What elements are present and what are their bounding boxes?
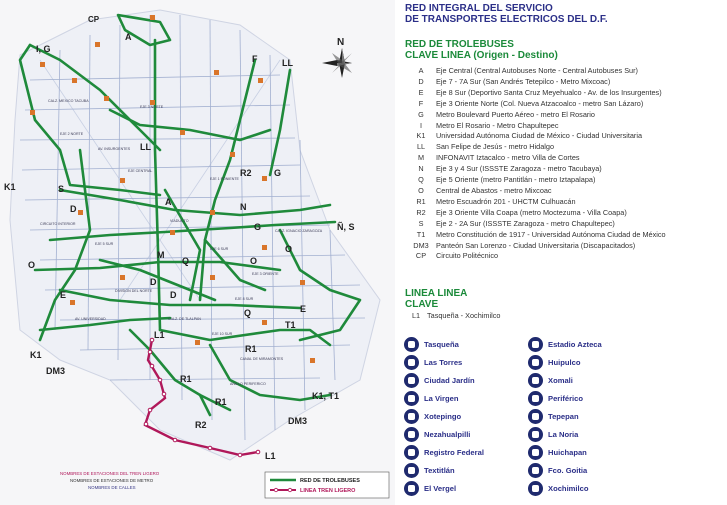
route-destination: Metro Constitución de 1917 - Universidad Autónoma Ciudad de México — [436, 229, 666, 239]
station-name: Xomali — [548, 376, 573, 385]
station-registro-federal — [404, 445, 484, 460]
route-destination: Eje 3 Oriente Norte (Col. Nueva Atzacoalco - metro San Lázaro) — [436, 98, 644, 108]
xotepingo-icon — [404, 409, 419, 424]
station-xotepingo — [404, 409, 461, 424]
street-label: CALZ. DE TLALPAN — [168, 317, 201, 321]
route-tag: L1 — [154, 330, 165, 340]
route-row — [406, 230, 726, 241]
tepepan-icon — [528, 409, 543, 424]
route-destination: Central de Abastos - metro Mixcoac — [436, 185, 552, 195]
route-row — [406, 208, 726, 219]
light-rail-route — [405, 311, 500, 322]
panel-title-line1: RED INTEGRAL DEL SERVICIO — [405, 3, 553, 14]
route-row — [406, 66, 726, 77]
route-code: LL — [416, 142, 426, 152]
route-destination: Metro El Rosario - Metro Chapultepec — [436, 120, 559, 130]
station-fco-goitia — [528, 463, 587, 478]
station-name: Xotepingo — [424, 412, 462, 421]
station-name: Xochimilco — [548, 484, 589, 493]
route-tag: T1 — [285, 320, 296, 330]
station-huichapan — [528, 445, 587, 460]
route-destination: INFONAVIT Iztacalco - metro Villa de Cortes — [436, 153, 580, 163]
footer-note: NOMBRES DE ESTACIONES DE METRO — [70, 478, 154, 483]
route-code: G — [418, 109, 424, 119]
huichapan-icon — [528, 445, 543, 460]
tasquena-icon — [404, 337, 419, 352]
street-label: EJE 3 NORTE — [140, 105, 164, 109]
route-tag: K1, T1 — [312, 391, 340, 401]
route-tag: O — [285, 244, 293, 254]
route-code: D — [418, 76, 424, 86]
street-label: EJE CENTRAL — [128, 169, 153, 173]
las-torres-icon — [404, 355, 419, 370]
route-tag: E — [60, 290, 67, 300]
route-tag: Q — [244, 308, 252, 318]
route-code: Q — [418, 175, 424, 185]
registro-federal-icon — [404, 445, 419, 460]
route-code: A — [418, 66, 424, 75]
route-row — [406, 77, 726, 88]
footer-note: NOMBRES DE ESTACIONES DEL TREN LIGERO — [60, 471, 160, 476]
street-label: EJE 1 PONIENTE — [210, 177, 239, 181]
route-code: F — [418, 98, 424, 108]
route-tag: R2 — [195, 420, 207, 430]
el-vergel-icon — [404, 481, 419, 496]
route-tag: O — [250, 256, 258, 266]
periferico-icon — [528, 391, 543, 406]
station-name: Tasqueña — [424, 340, 459, 349]
route-tag: O — [28, 260, 36, 270]
route-destination: Circuito Politécnico — [436, 251, 499, 261]
panel-title-line2: DE TRANSPORTES ELECTRICOS DEL D.F. — [405, 14, 608, 25]
street-label: VIADUCTO — [170, 219, 189, 223]
compass-north-label: N — [337, 37, 345, 48]
route-tag: K1 — [30, 350, 42, 360]
clave-header: CLAVE LINEA (Origen - Destino) — [405, 50, 558, 61]
street-label: EJE 8 SUR — [235, 297, 254, 301]
route-code: E — [418, 87, 424, 97]
street-label: AV. INSURGENTES — [98, 147, 131, 151]
route-row — [406, 153, 726, 164]
fco-goitia-icon — [528, 463, 543, 478]
route-destination: Panteón San Lorenzo - Ciudad Universitaria (Discapacitados) — [436, 240, 636, 250]
station-tepepan — [528, 409, 579, 424]
route-code: O — [418, 185, 424, 195]
station-textitlan — [404, 463, 455, 478]
station-la-noria — [528, 427, 578, 442]
light-rail-block — [405, 288, 500, 322]
street-label: CALZ. IGNACIO ZARAGOZA — [275, 229, 323, 233]
route-code: S — [418, 218, 424, 228]
route-row — [406, 186, 726, 197]
station-name: El Vergel — [424, 484, 457, 493]
legend-trolley-label: RED DE TROLEBUSES — [300, 478, 360, 484]
street-label: ANILLO PERIFERICO — [230, 382, 266, 386]
estadio-azteca-icon — [528, 337, 543, 352]
route-code: T1 — [416, 229, 426, 239]
street-label: CIRCUITO INTERIOR — [40, 222, 76, 226]
route-row — [406, 142, 726, 153]
route-row — [406, 131, 726, 142]
station-name: Textitlán — [424, 466, 455, 475]
route-code: I — [419, 120, 423, 130]
route-tag: F — [252, 54, 258, 64]
map-legend — [265, 472, 389, 498]
panel-title — [405, 3, 608, 25]
route-row — [406, 110, 726, 121]
route-row — [406, 251, 726, 262]
station-name: Tepepan — [548, 412, 579, 421]
route-tag: Ñ, S — [337, 222, 355, 232]
panel-subtitle: RED DE TROLEBUSES — [405, 39, 514, 50]
route-row — [406, 99, 726, 110]
route-row — [406, 121, 726, 132]
la-noria-icon — [528, 427, 543, 442]
route-tag: S — [58, 184, 65, 194]
route-code: R1 — [416, 196, 426, 206]
street-label: EJE 3 ORIENTE — [252, 272, 279, 276]
street-label: AV. UNIVERSIDAD — [75, 317, 106, 321]
street-label: EJE 2 NORTE — [60, 132, 84, 136]
nezahualpilli-icon — [404, 427, 419, 442]
route-code: K1 — [416, 131, 426, 141]
route-tag: D — [70, 204, 77, 214]
xomali-icon — [528, 373, 543, 388]
ciudad-jardin-icon — [404, 373, 419, 388]
panel-subtitle-block — [405, 39, 558, 61]
route-tag: Q — [182, 256, 190, 266]
route-tag: N — [240, 202, 247, 212]
station-name: Huipulco — [548, 358, 581, 367]
route-destination: Eje 5 Oriente (metro Pantitlán - metro Iztapalapa) — [436, 175, 596, 185]
route-destination: Eje 7 - 7A Sur (San Andrés Tetepilco - Metro Mixcoac) — [436, 76, 611, 86]
route-tag: LL — [282, 58, 293, 68]
la-virgen-icon — [404, 391, 419, 406]
route-tag: D — [170, 290, 177, 300]
light-rail-clave: CLAVE — [405, 299, 439, 310]
route-code: R2 — [416, 207, 426, 217]
route-row — [406, 241, 726, 252]
street-label: CALZ. MEXICO TACUBA — [48, 99, 89, 103]
route-tag: K1 — [4, 182, 16, 192]
route-destination: Eje 3 Oriente Villa Coapa (metro Moctezuma - Villa Coapa) — [436, 207, 627, 217]
route-list — [406, 66, 726, 262]
route-row — [406, 164, 726, 175]
route-row — [406, 88, 726, 99]
route-destination: Metro Boulevard Puerto Aéreo - metro El Rosario — [436, 109, 595, 119]
light-rail-header: LINEA LINEA — [405, 288, 468, 299]
route-tag: I, G — [36, 44, 51, 54]
route-tag: R1 — [180, 374, 192, 384]
route-tag: LL — [140, 142, 151, 152]
station-las-torres — [404, 355, 462, 370]
route-code: L1 — [411, 311, 421, 320]
route-destination: Tasqueña - Xochimilco — [427, 311, 501, 320]
station-el-vergel — [404, 481, 456, 496]
station-name: Nezahualpilli — [424, 430, 471, 439]
route-tag: A — [125, 32, 132, 42]
xochimilco-icon — [528, 481, 543, 496]
route-tag: R2 — [240, 168, 252, 178]
route-destination: Universidad Autónoma Ciudad de México - Ciudad Universitaria — [436, 131, 643, 141]
street-label: EJE 10 SUR — [212, 332, 233, 336]
station-name: La Virgen — [424, 394, 459, 403]
route-code: M — [417, 153, 425, 163]
route-destination: San Felipe de Jesús - metro Hidalgo — [436, 142, 555, 152]
route-tag: R1 — [215, 397, 227, 407]
station-nezahualpilli — [404, 427, 470, 442]
station-name: Ciudad Jardín — [424, 376, 475, 385]
station-ciudad-jardin — [404, 373, 475, 388]
station-xochimilco — [528, 481, 589, 496]
street-label: EJE 6 SUR — [210, 247, 229, 251]
station-periferico — [528, 391, 583, 406]
route-code: CP — [415, 251, 427, 261]
station-name: La Noria — [548, 430, 579, 439]
route-code: N — [418, 164, 424, 174]
footer-note: NOMBRES DE CALLES — [88, 485, 136, 490]
station-xomali — [528, 373, 573, 388]
route-code: DM3 — [413, 240, 429, 250]
route-tag: M — [157, 250, 165, 260]
route-tag: R1 — [245, 344, 257, 354]
route-destination: Eje 3 y 4 Sur (ISSSTE Zaragoza - metro Tacubaya) — [436, 164, 602, 174]
route-row — [406, 197, 726, 208]
route-tag: DM3 — [288, 416, 308, 426]
route-tag: A — [165, 197, 172, 207]
station-name: Las Torres — [424, 358, 463, 367]
huipulco-icon — [528, 355, 543, 370]
route-tag: G — [254, 222, 262, 232]
route-destination: Eje 2 - 2A Sur (ISSSTE Zaragoza - metro Chapultepec) — [436, 218, 615, 228]
station-name: Registro Federal — [424, 448, 484, 457]
street-label: CANAL DE MIRAMONTES — [240, 357, 284, 361]
station-tasquena — [404, 337, 459, 352]
textitlan-icon — [404, 463, 419, 478]
station-huipulco — [528, 355, 580, 370]
route-row — [406, 175, 726, 186]
route-tag: G — [274, 168, 282, 178]
station-la-virgen — [404, 391, 458, 406]
route-tag: D — [150, 277, 157, 287]
route-tag: L1 — [265, 451, 276, 461]
station-estadio-azteca — [528, 337, 602, 352]
route-tag: E — [300, 304, 307, 314]
legend-light-rail-label: LINEA TREN LIGERO — [300, 488, 356, 494]
station-name: Fco. Goitia — [548, 466, 588, 475]
route-row — [406, 219, 726, 230]
route-destination: Eje Central (Central Autobuses Norte - Central Autobuses Sur) — [436, 66, 638, 75]
route-tag: DM3 — [46, 366, 66, 376]
street-label: DIVISION DEL NORTE — [115, 289, 153, 293]
station-name: Periférico — [548, 394, 584, 403]
route-tag: CP — [88, 15, 100, 24]
route-destination: Metro Escuadrón 201 - UHCTM Culhuacán — [436, 196, 576, 206]
station-name: Estadio Azteca — [548, 340, 602, 349]
street-label: EJE 5 SUR — [95, 242, 114, 246]
route-destination: Eje 8 Sur (Deportivo Santa Cruz Meyehualco - Av. de los Insurgentes) — [436, 87, 662, 97]
station-name: Huichapan — [548, 448, 587, 457]
